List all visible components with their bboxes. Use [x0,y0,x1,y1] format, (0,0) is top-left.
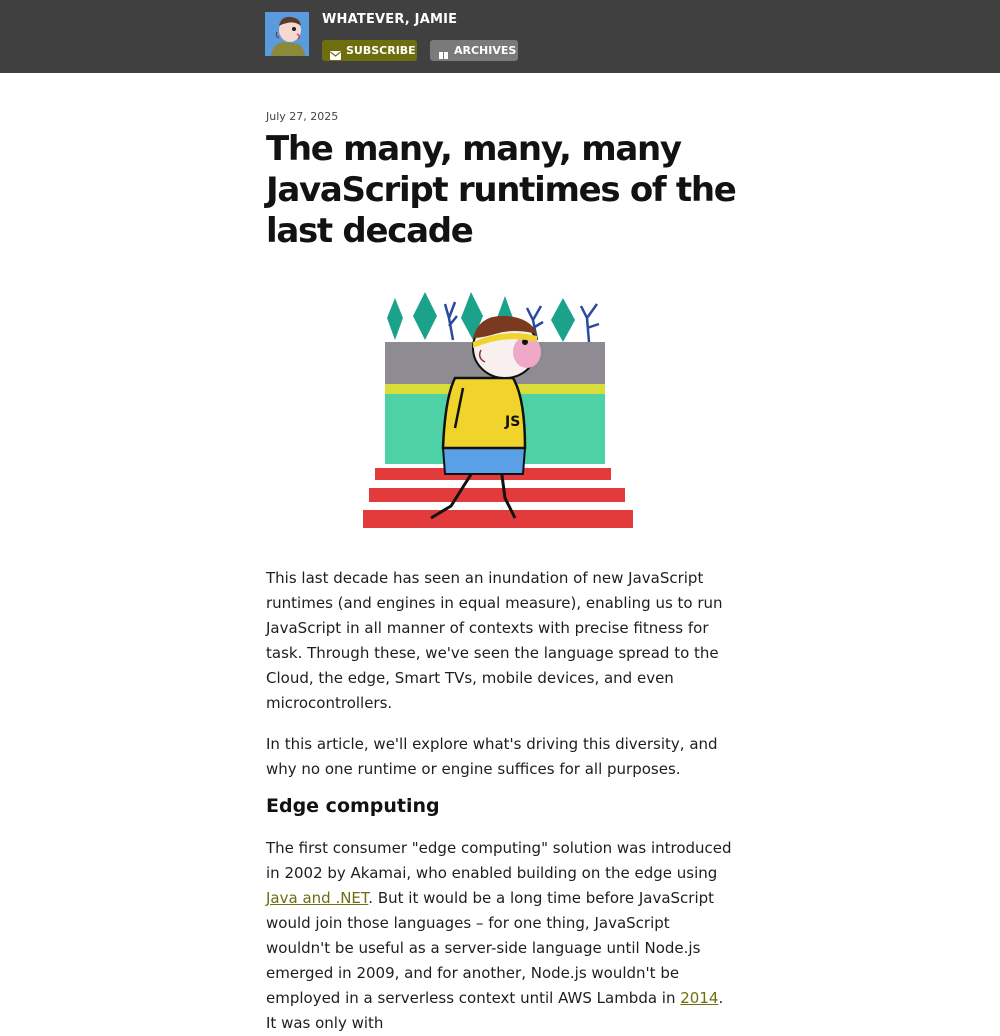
subscribe-button[interactable] [322,40,417,61]
link-2014[interactable]: 2014 [680,989,719,1007]
avatar[interactable] [265,12,309,56]
hero-illustration [355,278,655,543]
paragraph-intro: This last decade has seen an inundation of new JavaScript runtimes (and engines in equal measure), enabling us to run JavaScript in all manner of contexts with precise fitness for task. Through these, we've seen the language spread to the Cloud, the edge, Smart TVs, mobile devices, and even microcontrollers. [266,569,723,712]
article-header [266,110,736,252]
paragraph-edge-text-b: . But it would be a long time before JavaScript would join those languages – for one thing, JavaScript wouldn't be useful as a server-side language until Node.js emerged in 2009, and for another, Node.js wouldn't be employed in a serverless context until AWS Lambda in [266,889,715,1007]
post-title: The many, many, many JavaScript runtimes of the last decade [266,129,736,251]
archives-label: ARCHIVES [454,44,517,57]
site-title-link[interactable]: WHATEVER, JAMIE [322,12,458,27]
post-date: July 27, 2025 [266,110,339,123]
book-icon [438,46,449,55]
svg-text:JS: JS [505,414,521,430]
envelope-icon [330,46,341,55]
paragraph-edge-text-a: The first consumer "edge computing" solution was introduced in 2002 by Akamai, who enabled building on the edge using [266,839,732,882]
paragraph-edge [266,836,736,1036]
link-java-dotnet[interactable]: Java and .NET [266,889,369,907]
paragraph-edge-text-c: . It was only with [266,989,724,1032]
paragraph-overview: In this article, we'll explore what's driving this diversity, and why no one runtime or engine suffices for all purposes. [266,735,718,778]
site-header [0,0,1000,73]
subscribe-label: SUBSCRIBE [346,44,416,57]
archives-button[interactable] [430,40,518,61]
section-heading-edge-computing: Edge computing [266,795,440,817]
